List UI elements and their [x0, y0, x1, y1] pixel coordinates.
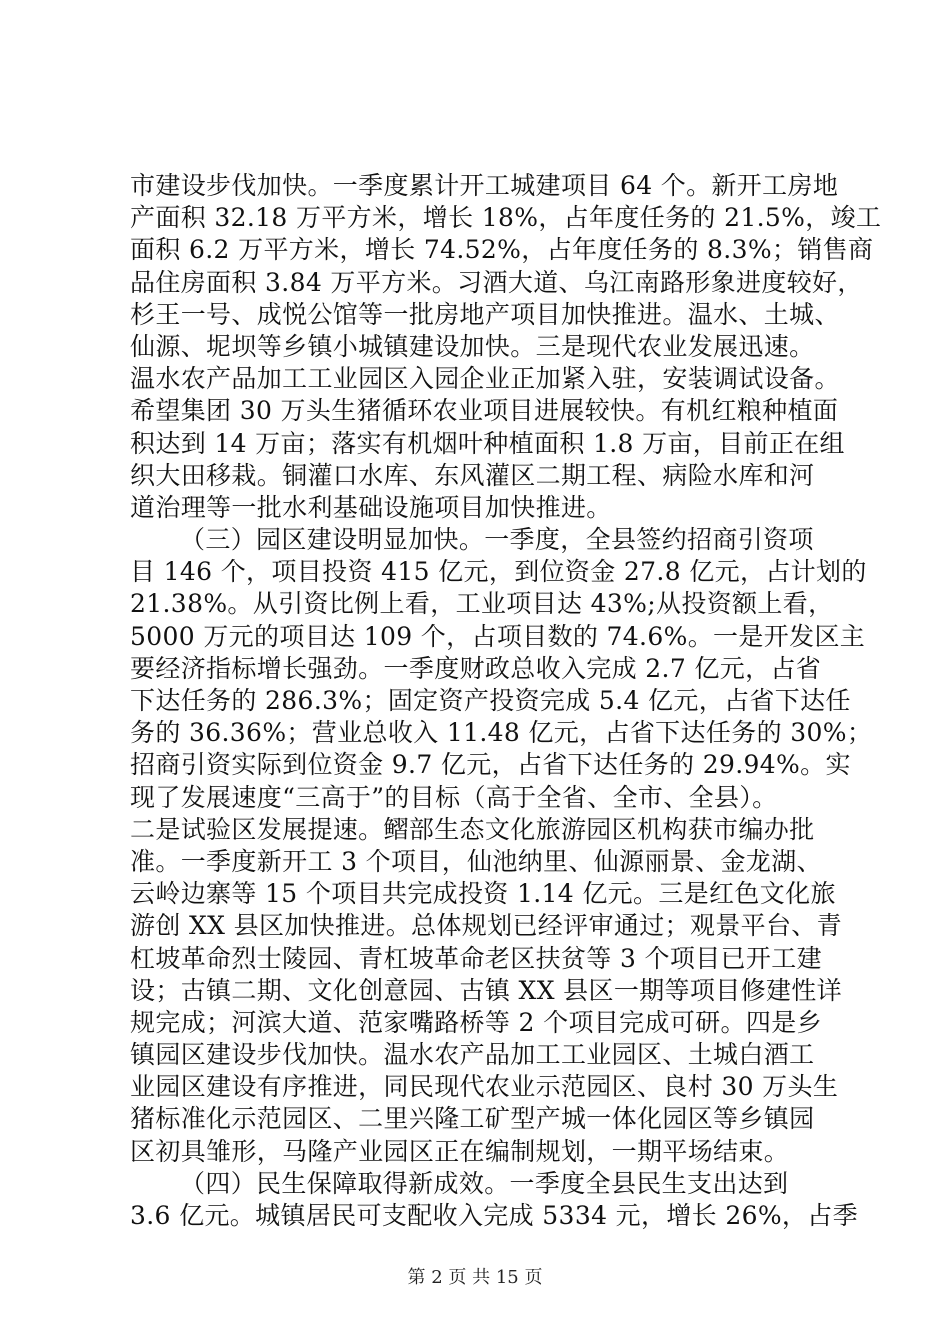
text-line: 业园区建设有序推进，同民现代农业示范园区、良村 30 万头生 [130, 1072, 839, 1102]
text-line: 品住房面积 3.84 万平方米。习酒大道、乌江南路形象进度较好， [130, 267, 863, 297]
text-line: 3.6 亿元。城镇居民可支配收入完成 5334 元，增长 26%，占季 [130, 1201, 858, 1230]
text-line: 要经济指标增长强劲。一季度财政总收入完成 2.7 亿元，占省 [130, 653, 822, 683]
section-heading-line: （四）民生保障取得新成效。一季度全县民生支出达到 [180, 1168, 789, 1198]
text-line: 织大田移栽。铜灌口水库、东风灌区二期工程、病险水库和河 [130, 460, 815, 490]
page-number: 第 2 页 共 15 页 [407, 1267, 543, 1288]
text-line: 现了发展速度“三高于”的目标（高于全省、全市、全县）。 [130, 782, 778, 812]
text-line: 面积 6.2 万平方米，增长 74.52%，占年度任务的 8.3%；销售商 [130, 235, 874, 265]
text-line: 设；古镇二期、文化创意园、古镇 XX 县区一期等项目修建性详 [130, 975, 842, 1005]
text-line: 务的 36.36%；营业总收入 11.48 亿元，占省下达任务的 30%； [130, 718, 873, 748]
text-line: 云岭边寨等 15 个项目共完成投资 1.14 亿元。三是红色文化旅 [130, 879, 836, 909]
text-line: 规完成；河滨大道、范家嘴路桥等 2 个项目完成可研。四是乡 [130, 1007, 822, 1037]
text-line: 5000 万元的项目达 109 个，占项目数的 74.6%。一是开发区主 [130, 621, 866, 651]
text-line: 目 146 个，项目投资 415 亿元，到位资金 27.8 亿元，占计划的 [130, 557, 867, 587]
text-line: 道治理等一批水利基础设施项目加快推进。 [130, 492, 612, 522]
text-line: 杠坡革命烈士陵园、青杠坡革命老区扶贫等 3 个项目已开工建 [130, 943, 822, 973]
section-heading-line: （三）园区建设明显加快。一季度，全县签约招商引资项 [180, 525, 814, 555]
text-line: 杉王一号、成悦公馆等一批房地产项目加快推进。温水、土城、 [130, 299, 840, 329]
text-line: 积达到 14 万亩；落实有机烟叶种植面积 1.8 万亩，目前正在组 [130, 428, 845, 458]
text-line: 准。一季度新开工 3 个项目，仙池纳里、仙源丽景、金龙湖、 [130, 846, 822, 876]
text-line: 区初具雏形，马隆产业园区正在编制规划，一期平场结束。 [130, 1136, 790, 1166]
text-line: 招商引资实际到位资金 9.7 亿元，占省下达任务的 29.94%。实 [130, 750, 851, 780]
text-line: 市建设步伐加快。一季度累计开工城建项目 64 个。新开工房地 [130, 171, 839, 200]
body-text [130, 170, 882, 1232]
text-line: 温水农产品加工工业园区入园企业正加紧入驻，安装调试设备。 [130, 364, 840, 394]
text-line: 21.38%。从引资比例上看，工业项目达 43%;从投资额上看， [130, 589, 834, 619]
text-line: 仙源、坭坝等乡镇小城镇建设加快。三是现代农业发展迅速。 [130, 331, 815, 361]
text-line: 猪标准化示范园区、二里兴隆工矿型产城一体化园区等乡镇园 [130, 1104, 815, 1134]
text-line: 希望集团 30 万头生猪循环农业项目进展较快。有机红粮种植面 [130, 396, 839, 426]
text-line: 游创 XX 县区加快推进。总体规划已经评审通过；观景平台、青 [130, 911, 842, 941]
text-line: 镇园区建设步伐加快。温水农产品加工工业园区、土城白酒工 [130, 1040, 815, 1070]
text-line: 产面积 32.18 万平方米，增长 18%，占年度任务的 21.5%，竣工 [130, 203, 882, 233]
text-line: 下达任务的 286.3%；固定资产投资完成 5.4 亿元，占省下达任 [130, 686, 851, 715]
text-line: 二是试验区发展提速。鳛部生态文化旅游园区机构获市编办批 [130, 814, 815, 844]
